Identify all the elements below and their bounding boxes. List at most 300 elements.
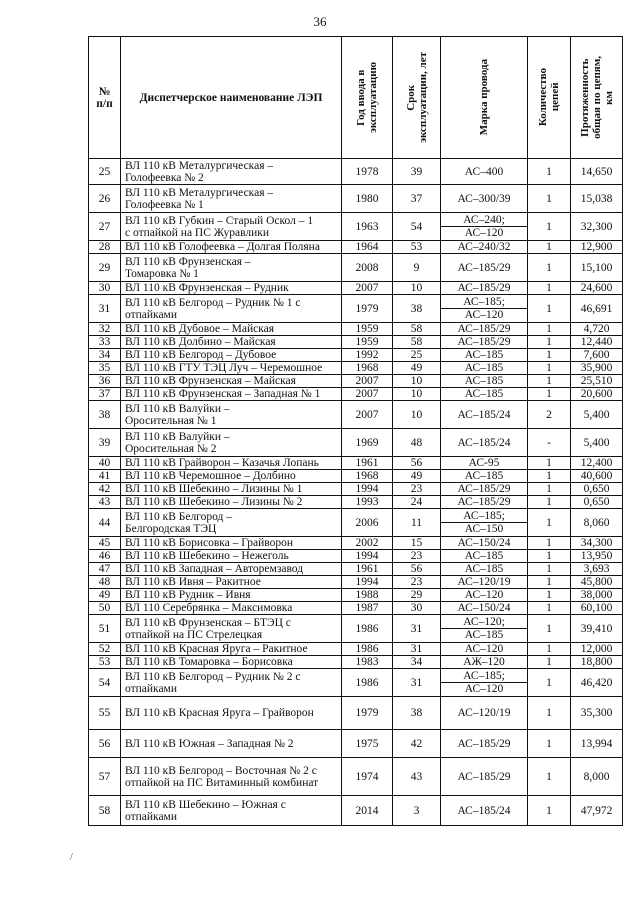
cell-num: 44 — [89, 509, 121, 537]
col-header-wire: Марка провода — [441, 37, 528, 159]
table-row — [89, 362, 623, 375]
cell-num: 57 — [89, 758, 121, 796]
cell-num: 48 — [89, 576, 121, 589]
cell-count: 1 — [528, 336, 571, 349]
cell-name: ВЛ 110 кВ Томаровка – Борисовка — [121, 656, 342, 669]
cell-term: 10 — [393, 388, 441, 401]
cell-length: 4,720 — [571, 323, 623, 336]
table-row — [89, 576, 623, 589]
cell-count: 1 — [528, 669, 571, 697]
cell-wire — [441, 483, 528, 496]
table-row — [89, 589, 623, 602]
cell-term: 39 — [393, 159, 441, 185]
cell-term: 23 — [393, 550, 441, 563]
col-header-length: Протяженность общая по цепям, км — [571, 37, 623, 159]
cell-length: 35,900 — [571, 362, 623, 375]
cell-term: 49 — [393, 470, 441, 483]
table-body — [89, 159, 623, 826]
cell-name: ВЛ 110 кВ Долбино – Майская — [121, 336, 342, 349]
wire-mark: АС–185 — [464, 550, 504, 562]
cell-term: 38 — [393, 697, 441, 730]
cell-year: 1988 — [342, 589, 393, 602]
wire-mark: АЖ–120 — [463, 656, 505, 668]
cell-num: 47 — [89, 563, 121, 576]
wire-mark: АС–150/24 — [457, 537, 511, 549]
cell-term: 58 — [393, 323, 441, 336]
cell-count: 1 — [528, 563, 571, 576]
cell-wire — [441, 282, 528, 295]
cell-name: ВЛ 110 кВ Рудник – Ивня — [121, 589, 342, 602]
wire-mark: АС–120 — [464, 589, 504, 601]
cell-wire — [441, 643, 528, 656]
wire-mark: АС–240; — [463, 214, 505, 226]
cell-year: 1986 — [342, 643, 393, 656]
cell-year: 1968 — [342, 362, 393, 375]
cell-num: 41 — [89, 470, 121, 483]
cell-count: 1 — [528, 349, 571, 362]
cell-year: 1987 — [342, 602, 393, 615]
cell-term: 43 — [393, 758, 441, 796]
cell-year: 1961 — [342, 563, 393, 576]
cell-term: 31 — [393, 615, 441, 643]
cell-name: ВЛ 110 кВ Красная Яруга – Грайворон — [121, 697, 342, 730]
cell-length: 32,300 — [571, 213, 623, 241]
cell-num: 28 — [89, 241, 121, 254]
cell-name: ВЛ 110 кВ Грайворон – Казачья Лопань — [121, 457, 342, 470]
cell-num: 38 — [89, 401, 121, 429]
cell-num: 54 — [89, 669, 121, 697]
cell-year: 2007 — [342, 388, 393, 401]
cell-length: 18,800 — [571, 656, 623, 669]
wire-mark: АС–185 — [464, 470, 504, 482]
cell-year: 1986 — [342, 669, 393, 697]
cell-wire — [441, 589, 528, 602]
cell-length: 34,300 — [571, 537, 623, 550]
table-row — [89, 483, 623, 496]
cell-wire — [441, 336, 528, 349]
cell-year: 1980 — [342, 185, 393, 213]
cell-term: 23 — [393, 576, 441, 589]
cell-num: 31 — [89, 295, 121, 323]
wire-mark: АС–185 — [464, 375, 504, 387]
cell-count: 1 — [528, 589, 571, 602]
cell-count: 1 — [528, 796, 571, 826]
cell-term: 9 — [393, 254, 441, 282]
cell-length: 12,900 — [571, 241, 623, 254]
cell-wire — [441, 656, 528, 669]
cell-name: ВЛ 110 кВ Красная Яруга – Ракитное — [121, 643, 342, 656]
cell-count: 1 — [528, 576, 571, 589]
cell-name: ВЛ 110 кВ Белгород – Рудник № 1 с отпайками — [121, 295, 342, 323]
col-header-count: Количество цепей — [528, 37, 571, 159]
wire-mark: АС–185/29 — [457, 282, 511, 294]
cell-length: 35,300 — [571, 697, 623, 730]
cell-wire — [441, 669, 528, 697]
cell-num: 50 — [89, 602, 121, 615]
wire-mark: АС–185/29 — [457, 737, 511, 750]
cell-name: ВЛ 110 кВ Голофеевка – Долгая Поляна — [121, 241, 342, 254]
cell-wire — [441, 375, 528, 388]
table-row — [89, 457, 623, 470]
cell-term: 34 — [393, 656, 441, 669]
cell-count: 1 — [528, 496, 571, 509]
cell-term: 24 — [393, 496, 441, 509]
cell-count: 1 — [528, 643, 571, 656]
table-row — [89, 496, 623, 509]
cell-wire — [441, 496, 528, 509]
table-row — [89, 401, 623, 429]
table-row — [89, 323, 623, 336]
cell-length: 12,400 — [571, 457, 623, 470]
cell-wire — [441, 550, 528, 563]
cell-year: 1979 — [342, 697, 393, 730]
cell-length: 8,060 — [571, 509, 623, 537]
table-row — [89, 537, 623, 550]
cell-length: 25,510 — [571, 375, 623, 388]
col-header-name: Диспетчерское наименование ЛЭП — [121, 37, 342, 159]
cell-num: 25 — [89, 159, 121, 185]
cell-wire — [441, 730, 528, 758]
wire-mark: АС–120; — [463, 616, 505, 628]
table-row — [89, 669, 623, 697]
cell-length: 38,000 — [571, 589, 623, 602]
table-row — [89, 185, 623, 213]
cell-name: ВЛ 110 кВ Белгород – Восточная № 2 с отпайкой на ПС Витаминный комбинат — [121, 758, 342, 796]
wire-mark: АС–150 — [441, 522, 527, 535]
cell-name: ВЛ 110 кВ Металургическая – Голофеевка № 1 — [121, 185, 342, 213]
table-row — [89, 563, 623, 576]
cell-year: 2002 — [342, 537, 393, 550]
cell-name: ВЛ 110 кВ Южная – Западная № 2 — [121, 730, 342, 758]
wire-mark: АС–120 — [441, 226, 527, 239]
cell-wire — [441, 295, 528, 323]
cell-length: 13,994 — [571, 730, 623, 758]
cell-term: 38 — [393, 295, 441, 323]
cell-num: 51 — [89, 615, 121, 643]
wire-mark: АС–185/29 — [457, 770, 511, 783]
cell-name: ВЛ 110 кВ Фрунзенская – Майская — [121, 375, 342, 388]
cell-count: 2 — [528, 401, 571, 429]
cell-term: 58 — [393, 336, 441, 349]
cell-term: 3 — [393, 796, 441, 826]
cell-length: 12,000 — [571, 643, 623, 656]
cell-count: 1 — [528, 509, 571, 537]
table-row — [89, 295, 623, 323]
col-header-num: № п/п — [89, 37, 121, 159]
cell-year: 1964 — [342, 241, 393, 254]
table-row — [89, 509, 623, 537]
cell-wire — [441, 457, 528, 470]
cell-term: 48 — [393, 429, 441, 457]
cell-wire — [441, 576, 528, 589]
table-row — [89, 550, 623, 563]
cell-wire — [441, 615, 528, 643]
cell-count: 1 — [528, 388, 571, 401]
cell-num: 52 — [89, 643, 121, 656]
cell-num: 37 — [89, 388, 121, 401]
cell-count: 1 — [528, 185, 571, 213]
cell-term: 31 — [393, 643, 441, 656]
cell-wire — [441, 470, 528, 483]
cell-length: 8,000 — [571, 758, 623, 796]
cell-num: 27 — [89, 213, 121, 241]
cell-count: 1 — [528, 282, 571, 295]
cell-name: ВЛ 110 Серебрянка – Максимовка — [121, 602, 342, 615]
cell-name: ВЛ 110 кВ Белгород – Белгородская ТЭЦ — [121, 509, 342, 537]
cell-term: 37 — [393, 185, 441, 213]
table-row — [89, 602, 623, 615]
cell-num: 30 — [89, 282, 121, 295]
cell-year: 1975 — [342, 730, 393, 758]
cell-term: 10 — [393, 375, 441, 388]
cell-count: 1 — [528, 537, 571, 550]
cell-year: 2008 — [342, 254, 393, 282]
cell-num: 53 — [89, 656, 121, 669]
cell-length: 13,950 — [571, 550, 623, 563]
cell-wire — [441, 697, 528, 730]
wire-mark: АС–185/24 — [457, 408, 511, 421]
cell-name: ВЛ 110 кВ Ивня – Ракитное — [121, 576, 342, 589]
cell-name: ВЛ 110 кВ Фрунзенская – БТЭЦ с отпайкой на ПС Стрелецкая — [121, 615, 342, 643]
stray-mark: / — [70, 852, 73, 863]
table-header-row — [89, 37, 623, 159]
cell-length: 40,600 — [571, 470, 623, 483]
wire-mark: АС–300/39 — [457, 192, 511, 205]
cell-wire — [441, 254, 528, 282]
cell-count: 1 — [528, 213, 571, 241]
cell-count: 1 — [528, 758, 571, 796]
table-row — [89, 758, 623, 796]
cell-term: 10 — [393, 282, 441, 295]
cell-name: ВЛ 110 кВ Белгород – Дубовое — [121, 349, 342, 362]
cell-count: 1 — [528, 483, 571, 496]
cell-num: 36 — [89, 375, 121, 388]
table-row — [89, 697, 623, 730]
cell-term: 23 — [393, 483, 441, 496]
cell-count: 1 — [528, 730, 571, 758]
wire-mark: АС–400 — [464, 165, 504, 178]
cell-count: 1 — [528, 615, 571, 643]
cell-count: 1 — [528, 375, 571, 388]
cell-name: ВЛ 110 кВ Борисовка – Грайворон — [121, 537, 342, 550]
col-header-year: Год ввода в эксплуатацию — [342, 37, 393, 159]
cell-length: 15,100 — [571, 254, 623, 282]
cell-num: 55 — [89, 697, 121, 730]
cell-num: 43 — [89, 496, 121, 509]
wire-mark: АС–185/24 — [457, 804, 511, 817]
cell-year: 1993 — [342, 496, 393, 509]
cell-count: 1 — [528, 323, 571, 336]
cell-year: 1992 — [342, 349, 393, 362]
cell-name: ВЛ 110 кВ Шебекино – Лизины № 1 — [121, 483, 342, 496]
wire-mark: АС–185 — [464, 563, 504, 575]
cell-num: 40 — [89, 457, 121, 470]
cell-term: 31 — [393, 669, 441, 697]
cell-year: 1994 — [342, 483, 393, 496]
wire-mark: АС–185/29 — [457, 323, 511, 335]
cell-num: 29 — [89, 254, 121, 282]
cell-count: 1 — [528, 457, 571, 470]
cell-name: ВЛ 110 кВ Валуйки – Оросительная № 1 — [121, 401, 342, 429]
cell-year: 1994 — [342, 550, 393, 563]
cell-wire — [441, 388, 528, 401]
cell-num: 26 — [89, 185, 121, 213]
col-header-term: Срок эксплуатации, лет — [393, 37, 441, 159]
cell-num: 46 — [89, 550, 121, 563]
table-row — [89, 429, 623, 457]
cell-name: ВЛ 110 кВ Дубовое – Майская — [121, 323, 342, 336]
cell-name: ВЛ 110 кВ Черемошное – Долбино — [121, 470, 342, 483]
cell-num: 33 — [89, 336, 121, 349]
wire-mark: АС–185; — [463, 510, 505, 522]
cell-num: 39 — [89, 429, 121, 457]
cell-count: 1 — [528, 697, 571, 730]
table-row — [89, 796, 623, 826]
cell-wire — [441, 323, 528, 336]
cell-name: ВЛ 110 кВ Металургическая – Голофеевка № 2 — [121, 159, 342, 185]
cell-count: 1 — [528, 602, 571, 615]
wire-mark: АС–150/24 — [457, 602, 511, 614]
cell-num: 49 — [89, 589, 121, 602]
cell-year: 1963 — [342, 213, 393, 241]
cell-length: 0,650 — [571, 496, 623, 509]
table-row — [89, 213, 623, 241]
cell-length: 45,800 — [571, 576, 623, 589]
cell-name: ВЛ 110 кВ Валуйки – Оросительная № 2 — [121, 429, 342, 457]
cell-wire — [441, 429, 528, 457]
wire-mark: АС–240/32 — [457, 241, 511, 253]
cell-term: 42 — [393, 730, 441, 758]
cell-length: 46,420 — [571, 669, 623, 697]
cell-wire — [441, 509, 528, 537]
cell-term: 29 — [393, 589, 441, 602]
wire-mark: АС–185; — [463, 296, 505, 308]
cell-name: ВЛ 110 кВ Фрунзенская – Рудник — [121, 282, 342, 295]
wire-mark: АС–120/19 — [457, 707, 511, 719]
cell-length: 12,440 — [571, 336, 623, 349]
cell-length: 24,600 — [571, 282, 623, 295]
table-row — [89, 656, 623, 669]
cell-year: 1959 — [342, 323, 393, 336]
cell-num: 42 — [89, 483, 121, 496]
cell-count: 1 — [528, 295, 571, 323]
cell-num: 56 — [89, 730, 121, 758]
wire-mark: АС–185/29 — [457, 496, 511, 508]
cell-term: 56 — [393, 457, 441, 470]
wire-mark: АС-95 — [468, 457, 500, 469]
cell-count: 1 — [528, 470, 571, 483]
cell-count: 1 — [528, 550, 571, 563]
cell-year: 2006 — [342, 509, 393, 537]
wire-mark: АС–185; — [463, 670, 505, 682]
wire-mark: АС–185 — [464, 362, 504, 374]
wire-mark: АС–185/29 — [457, 483, 511, 495]
table-row — [89, 730, 623, 758]
cell-year: 1969 — [342, 429, 393, 457]
cell-term: 10 — [393, 401, 441, 429]
wire-mark: АС–120 — [464, 643, 504, 655]
cell-num: 58 — [89, 796, 121, 826]
cell-wire — [441, 796, 528, 826]
cell-length: 5,400 — [571, 401, 623, 429]
cell-year: 1978 — [342, 159, 393, 185]
cell-length: 60,100 — [571, 602, 623, 615]
cell-length: 0,650 — [571, 483, 623, 496]
cell-num: 32 — [89, 323, 121, 336]
wire-mark: АС–185/29 — [457, 336, 511, 348]
cell-term: 11 — [393, 509, 441, 537]
cell-name: ВЛ 110 кВ Белгород – Рудник № 2 с отпайками — [121, 669, 342, 697]
cell-length: 15,038 — [571, 185, 623, 213]
cell-length: 7,600 — [571, 349, 623, 362]
cell-count: 1 — [528, 241, 571, 254]
cell-year: 1983 — [342, 656, 393, 669]
cell-name: ВЛ 110 кВ Западная – Авторемзавод — [121, 563, 342, 576]
cell-year: 1961 — [342, 457, 393, 470]
wire-mark: АС–120 — [441, 308, 527, 321]
wire-mark: АС–120 — [441, 682, 527, 695]
table-row — [89, 375, 623, 388]
cell-wire — [441, 401, 528, 429]
table-row — [89, 336, 623, 349]
wire-mark: АС–185 — [441, 628, 527, 641]
cell-year: 2007 — [342, 401, 393, 429]
cell-length: 5,400 — [571, 429, 623, 457]
power-lines-table — [88, 36, 623, 826]
cell-name: ВЛ 110 кВ ГТУ ТЭЦ Луч – Черемошное — [121, 362, 342, 375]
page-number: 36 — [313, 14, 327, 29]
cell-year: 1994 — [342, 576, 393, 589]
table-row — [89, 643, 623, 656]
wire-mark: АС–120/19 — [457, 576, 511, 588]
cell-length: 47,972 — [571, 796, 623, 826]
cell-num: 34 — [89, 349, 121, 362]
cell-wire — [441, 758, 528, 796]
table-row — [89, 388, 623, 401]
cell-term: 54 — [393, 213, 441, 241]
cell-name: ВЛ 110 кВ Губкин – Старый Оскол – 1 с отпайкой на ПС Журавлики — [121, 213, 342, 241]
cell-name: ВЛ 110 кВ Шебекино – Лизины № 2 — [121, 496, 342, 509]
cell-name: ВЛ 110 кВ Фрунзенская – Томаровка № 1 — [121, 254, 342, 282]
cell-term: 30 — [393, 602, 441, 615]
cell-year: 2007 — [342, 282, 393, 295]
table-row — [89, 349, 623, 362]
wire-mark: АС–185 — [464, 349, 504, 361]
cell-year: 1959 — [342, 336, 393, 349]
cell-count: 1 — [528, 159, 571, 185]
wire-mark: АС–185/24 — [457, 436, 511, 449]
wire-mark: АС–185/29 — [457, 261, 511, 274]
cell-term: 15 — [393, 537, 441, 550]
cell-count: - — [528, 429, 571, 457]
table-row — [89, 159, 623, 185]
cell-wire — [441, 241, 528, 254]
cell-term: 53 — [393, 241, 441, 254]
cell-year: 1986 — [342, 615, 393, 643]
cell-count: 1 — [528, 254, 571, 282]
cell-wire — [441, 185, 528, 213]
cell-wire — [441, 602, 528, 615]
cell-year: 2007 — [342, 375, 393, 388]
cell-count: 1 — [528, 362, 571, 375]
cell-year: 1968 — [342, 470, 393, 483]
cell-wire — [441, 563, 528, 576]
table-row — [89, 241, 623, 254]
cell-name: ВЛ 110 кВ Шебекино – Нежеголь — [121, 550, 342, 563]
cell-length: 3,693 — [571, 563, 623, 576]
cell-length: 14,650 — [571, 159, 623, 185]
cell-year: 2014 — [342, 796, 393, 826]
